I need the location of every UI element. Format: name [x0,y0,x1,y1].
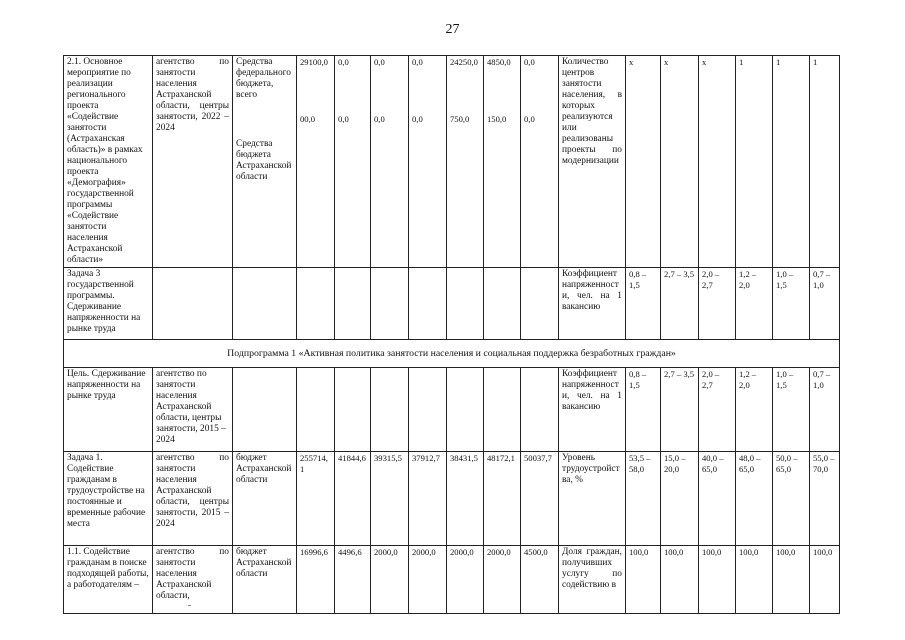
indicator-name: Коэффициент напряженности, чел. на 1 вакансию [559,368,626,452]
value-cell: 0,0 0,0 [521,56,559,268]
indicator-name: Уровень трудоустройства, % [559,452,626,546]
target-value: 100,0 [699,546,736,614]
target-value: 48,0 – 65,0 [736,452,773,546]
target-value: x [699,56,736,268]
target-value: 1,0 – 1,5 [773,368,810,452]
target-value: 2,0 – 2,7 [699,268,736,340]
target-value: 100,0 [810,546,840,614]
funding-source: бюджет Астраханской области [233,452,297,546]
executor: агентство по занятости населения Астраханской области, центры занятости, 2015 – 2024 [153,368,233,452]
target-value: 1 [773,56,810,268]
executor: агентство по занятости населения Астраханской области, [153,546,233,614]
indicator-name: Доля граждан, получивших услугу по содействию в [559,546,626,614]
target-value: 53,5 – 58,0 [626,452,661,546]
value-cell: 37912,7 [409,452,447,546]
value-cell: 41844,6 [335,452,371,546]
funding-source: бюджет Астраханской области [233,546,297,614]
value-cell: 0,0 0,0 [371,56,409,268]
target-value: x [661,56,699,268]
value-cell: 2000,0 [409,546,447,614]
target-value: 0,8 – 1,5 [626,268,661,340]
target-value: 1,2 – 2,0 [736,268,773,340]
program-table [63,55,840,614]
target-value: 100,0 [661,546,699,614]
table-row [64,452,840,546]
value-cell: 39315,5 [371,452,409,546]
executor: агентство по занятости населения Астраханской области, центры занятости, 2015 – 2024 [153,452,233,546]
task-name: Задача 3 государственной программы. Сдерживание напряженности на рынке труда [64,268,153,340]
measure-name: 1.1. Содействие гражданам в поиске подходящей работы, а работодателям – [64,546,153,614]
task-name: Задача 1. Содействие гражданам в трудоустройстве на постоянные и временные рабочие места [64,452,153,546]
target-value: 100,0 [736,546,773,614]
target-value: 0,7 – 1,0 [810,268,840,340]
target-value: 2,7 – 3,5 [661,268,699,340]
target-value: 1 [736,56,773,268]
table-row [64,368,840,452]
target-value: 0,8 – 1,5 [626,368,661,452]
target-value: 100,0 [773,546,810,614]
target-value: 2,7 – 3,5 [661,368,699,452]
table-row [64,268,840,340]
target-value: 1,0 – 1,5 [773,268,810,340]
target-value: 100,0 [626,546,661,614]
value-cell: 2000,0 [484,546,521,614]
value-cell: 29100,0 00,0 [297,56,335,268]
funding-source-regional: Средства бюджета Астраханской области [236,139,292,182]
subprogram-title: Подпрограмма 1 «Активная политика занятости населения и социальная поддержка безработных граждан» [64,340,840,368]
target-value: 0,7 – 1,0 [810,368,840,452]
target-value: 15,0 – 20,0 [661,452,699,546]
indicator-name: Количество центров занятости населения, в которых реализуются или реализованы проекты по модернизации [559,56,626,268]
value-cell: 4850,0 150,0 [484,56,521,268]
target-value: 50,0 – 65,0 [773,452,810,546]
value-cell: 0,0 0,0 [335,56,371,268]
value-cell: 4496,6 [335,546,371,614]
measure-name: 2.1. Основное мероприятие по реализации регионального проекта «Содействие занятости (Астраханская область)» в рамках национального проекта «Демография» государственной программы «Содействие занятости населения Астраханской области» [64,56,153,268]
page-number: 27 [445,22,460,37]
value-cell: 255714,1 [297,452,335,546]
target-value: 40,0 – 65,0 [699,452,736,546]
value-cell: 0,0 0,0 [409,56,447,268]
value-cell: 2000,0 [371,546,409,614]
target-value: 1,2 – 2,0 [736,368,773,452]
scan-speck [188,605,191,606]
table-row [64,340,840,368]
value-cell: 16996,6 [297,546,335,614]
target-value: 1 [810,56,840,268]
target-value: 2,0 – 2,7 [699,368,736,452]
goal-name: Цель. Сдерживание напряженности на рынке труда [64,368,153,452]
funding-source [233,56,297,268]
value-cell: 48172,1 [484,452,521,546]
table-row [64,546,840,614]
value-cell: 24250,0 750,0 [447,56,484,268]
executor: агентство по занятости населения Астраханской области, центры занятости, 2022 – 2024 [153,56,233,268]
value-cell: 50037,7 [521,452,559,546]
funding-source-federal: Средства федерального бюджета, всего [236,57,291,100]
target-value: x [626,56,661,268]
value-cell: 4500,0 [521,546,559,614]
value-cell: 2000,0 [447,546,484,614]
table-row [64,56,840,268]
indicator-name: Коэффициент напряженности, чел. на 1 вакансию [559,268,626,340]
value-cell: 38431,5 [447,452,484,546]
target-value: 55,0 – 70,0 [810,452,840,546]
